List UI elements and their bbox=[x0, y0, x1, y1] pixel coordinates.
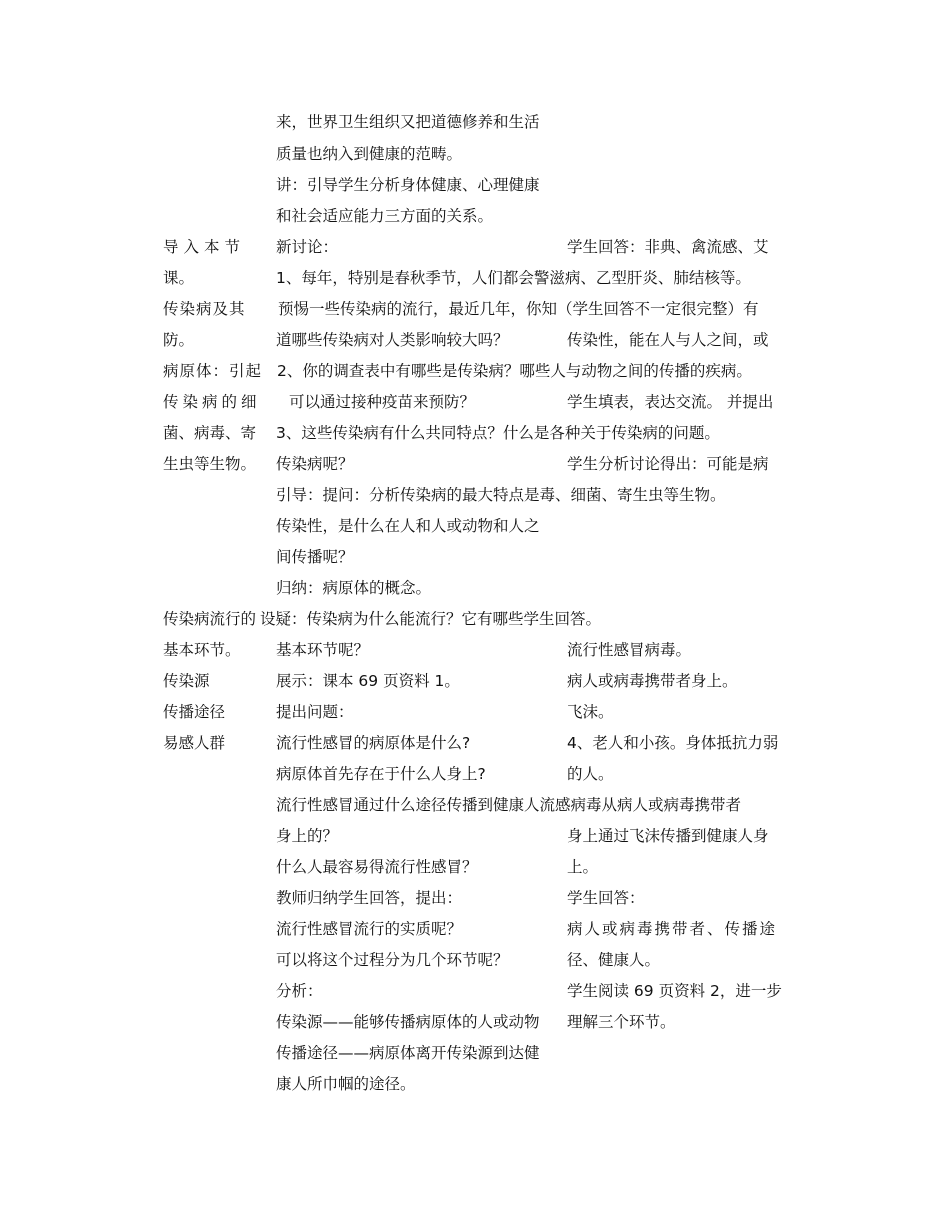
right-column-text: 流行性感冒病毒。 bbox=[567, 641, 692, 659]
text-line: 1、每年，特别是春秋季节，人们都会警滋病、乙型肝炎、肺结核等。 bbox=[276, 269, 751, 287]
right-column-text: 学生阅读 69 页资料 2，进一步 bbox=[567, 982, 782, 1000]
middle-column-text: 什么人最容易得流行性感冒？ bbox=[276, 858, 478, 876]
right-column-text: 学生回答：非典、禽流感、艾 bbox=[567, 238, 769, 256]
right-column-text: 身上通过飞沫传播到健康人身 bbox=[567, 827, 769, 845]
left-column-text: 课。 bbox=[163, 269, 195, 287]
text-line: 流行性感冒通过什么途径传播到健康人流感病毒从病人或病毒携带者 bbox=[276, 796, 742, 814]
text-line: 间传播呢？ bbox=[276, 548, 354, 566]
text-line: 来，世界卫生组织又把道德修养和生活 bbox=[276, 113, 540, 131]
text-line: 引导：提问：分析传染病的最大特点是毒、细菌、寄生虫等生物。 bbox=[276, 486, 726, 504]
right-column-text: 学生回答： bbox=[567, 889, 645, 907]
left-column-text: 易感人群 bbox=[163, 734, 226, 752]
text-line: 康人所巾帼的途径。 bbox=[276, 1075, 416, 1093]
middle-column-text: 病原体首先存在于什么人身上? bbox=[276, 765, 486, 783]
middle-column-text: 提出问题： bbox=[276, 703, 354, 721]
text-line: 传播途径——病原体离开传染源到达健 bbox=[276, 1044, 540, 1062]
left-column-text: 传染病流行的 bbox=[163, 610, 257, 628]
text-line: 2、你的调查表中有哪些是传染病？哪些人与动物之间的传播的疾病。 bbox=[277, 362, 752, 380]
left-column-text: 传播途径 bbox=[163, 703, 226, 721]
right-column-text: 学生分析讨论得出：可能是病 bbox=[567, 455, 769, 473]
middle-column-text: 传染病呢？ bbox=[276, 455, 354, 473]
right-column-text: 理解三个环节。 bbox=[567, 1013, 676, 1031]
text-line: 归纳：病原体的概念。 bbox=[276, 579, 432, 597]
middle-column-text: 身上的？ bbox=[276, 827, 339, 845]
left-column-text: 基本环节。 bbox=[163, 641, 241, 659]
right-column-text: 病人或病毒携带者身上。 bbox=[567, 672, 738, 690]
middle-column-text: 道哪些传染病对人类影响较大吗？ bbox=[276, 331, 509, 349]
right-column-text: 飞沫。 bbox=[567, 703, 614, 721]
text-line: 质量也纳入到健康的范畴。 bbox=[276, 145, 463, 163]
left-column-text: 防。 bbox=[163, 331, 195, 349]
middle-column-text: 流行性感冒的病原体是什么? bbox=[276, 734, 471, 752]
middle-column-text: 新讨论： bbox=[276, 238, 339, 256]
text-line: 预惕一些传染病的流行，最近几年，你知（学生回答不一定很完整）有 bbox=[278, 300, 759, 318]
text-line: 讲：引导学生分析身体健康、心理健康 bbox=[276, 176, 540, 194]
left-column-text: 菌、病毒、寄 bbox=[163, 424, 257, 442]
middle-column-text: 流行性感冒流行的实质呢？ bbox=[276, 920, 463, 938]
text-line: 设疑：传染病为什么能流行？它有哪些学生回答。 bbox=[260, 610, 602, 628]
middle-column-text: 展示：课本 69 页资料 1。 bbox=[276, 672, 460, 690]
middle-column-text: 教师归纳学生回答，提出： bbox=[276, 889, 463, 907]
left-column-text: 病原体：引起 bbox=[163, 362, 263, 380]
middle-column-text: 可以将这个过程分为几个环节呢？ bbox=[276, 951, 509, 969]
text-line: 和社会适应能力三方面的关系。 bbox=[276, 207, 494, 225]
left-column-text: 传染病及其 bbox=[163, 300, 246, 318]
left-column-text: 导入本节 bbox=[163, 238, 246, 256]
left-column-text: 生虫等生物。 bbox=[163, 455, 257, 473]
middle-column-text: 基本环节呢？ bbox=[276, 641, 370, 659]
text-line: 3、这些传染病有什么共同特点？什么是各种关于传染病的问题。 bbox=[276, 424, 720, 442]
left-column-text: 传染源 bbox=[163, 672, 210, 690]
text-line: 传染性，是什么在人和人或动物和人之 bbox=[276, 517, 540, 535]
middle-column-text: 分析： bbox=[276, 982, 323, 1000]
middle-column-text: 传染源——能够传播病原体的人或动物 bbox=[276, 1013, 540, 1031]
right-column-text: 径、健康人。 bbox=[567, 951, 661, 969]
right-column-text: 上。 bbox=[567, 858, 599, 876]
right-column-text: 4、老人和小孩。身体抵抗力弱 bbox=[567, 734, 779, 752]
right-column-text: 病人或病毒携带者、传播途 bbox=[567, 920, 778, 938]
right-column-text: 的人。 bbox=[567, 765, 614, 783]
left-column-text: 传染病的细 bbox=[163, 393, 261, 411]
right-column-text: 传染性，能在人与人之间，或 bbox=[567, 331, 769, 349]
middle-column-text: 可以通过接种疫苗来预防？ bbox=[289, 393, 476, 411]
right-column-text: 学生填表，表达交流。 并提出 bbox=[567, 393, 774, 411]
